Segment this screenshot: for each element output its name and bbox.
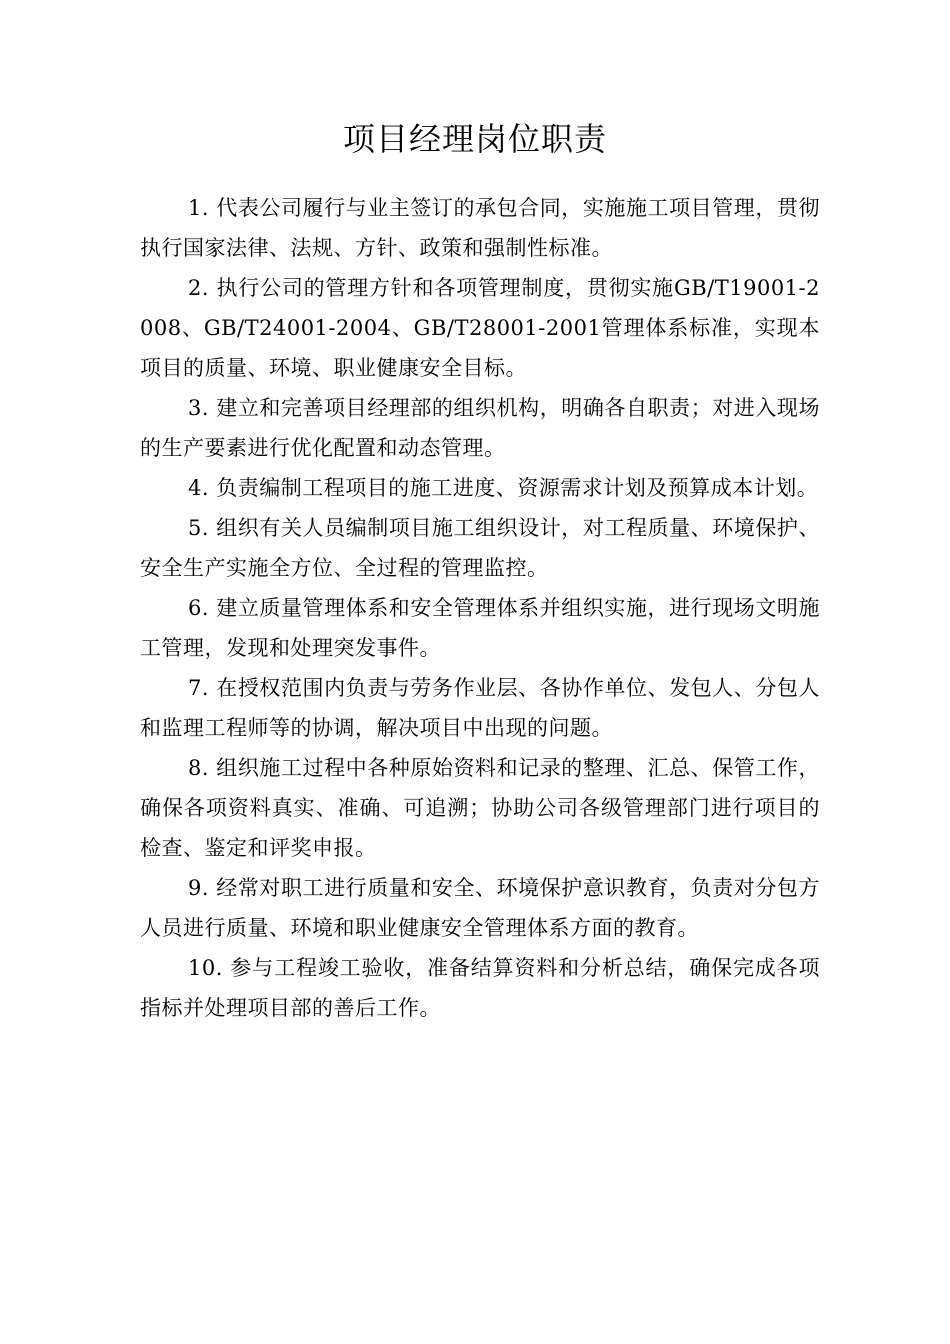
duty-item-6: 6. 建立质量管理体系和安全管理体系并组织实施，进行现场文明施工管理，发现和处理突发事件。 xyxy=(140,596,820,660)
duty-item-8: 8. 组织施工过程中各种原始资料和记录的整理、汇总、保管工作，确保各项资料真实、准确、可追溯；协助公司各级管理部门进行项目的检查、鉴定和评奖申报。 xyxy=(140,756,820,860)
duty-item-7: 7. 在授权范围内负责与劳务作业层、各协作单位、发包人、分包人和监理工程师等的协调，解决项目中出现的问题。 xyxy=(140,676,820,740)
duty-item-2: 2. 执行公司的管理方针和各项管理制度，贯彻实施GB/T19001-2008、GB/T24001-2004、GB/T28001-2001管理体系标准，实现本项目的质量、环境、职业健康安全目标。 xyxy=(140,276,820,380)
duty-item-1: 1. 代表公司履行与业主签订的承包合同，实施施工项目管理，贯彻执行国家法律、法规、方针、政策和强制性标准。 xyxy=(140,196,820,260)
document-body xyxy=(140,188,820,1028)
duty-item-4: 4. 负责编制工程项目的施工进度、资源需求计划及预算成本计划。 xyxy=(188,476,819,500)
page-title: 项目经理岗位职责 xyxy=(342,120,607,159)
duty-item-5: 5. 组织有关人员编制项目施工组织设计，对工程质量、环境保护、安全生产实施全方位、全过程的管理监控。 xyxy=(140,516,820,580)
duty-item-9: 9. 经常对职工进行质量和安全、环境保护意识教育，负责对分包方人员进行质量、环境和职业健康安全管理体系方面的教育。 xyxy=(140,876,820,940)
duty-item-10: 10. 参与工程竣工验收，准备结算资料和分析总结，确保完成各项指标并处理项目部的善后工作。 xyxy=(140,956,820,1020)
duty-item-3: 3. 建立和完善项目经理部的组织机构，明确各自职责；对进入现场的生产要素进行优化配置和动态管理。 xyxy=(140,396,820,460)
